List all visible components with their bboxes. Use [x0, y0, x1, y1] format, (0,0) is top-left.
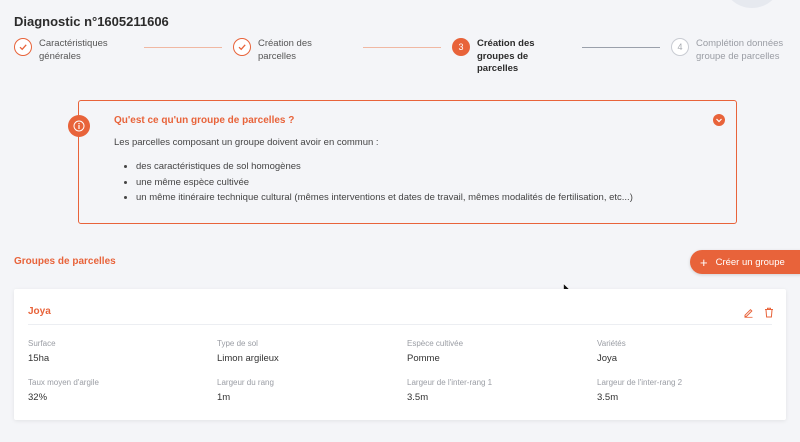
section-title: Groupes de parcelles: [14, 256, 116, 267]
step-connector-3: [582, 47, 660, 48]
step-label: Création des parcelles: [258, 38, 312, 62]
page-title: Diagnostic n°1605211606: [14, 14, 169, 29]
info-icon: [68, 115, 90, 137]
info-panel: [78, 100, 737, 224]
plus-icon: +: [700, 254, 708, 270]
step-label: Caractéristiques générales: [39, 38, 108, 62]
step-number: 4: [671, 38, 689, 56]
field-espece: Espèce cultivée Pomme: [407, 339, 464, 364]
decorative-shape: [722, 0, 782, 8]
field-inter-rang-1: Largeur de l'inter-rang 1 3.5m: [407, 378, 493, 403]
check-icon: [14, 38, 32, 56]
step-label: Complétion données groupe de parcelles: [696, 38, 784, 62]
step-connector-2: [363, 47, 441, 48]
field-inter-rang-2: Largeur de l'inter-rang 2 3.5m: [597, 378, 683, 403]
field-type-sol: Type de sol Limon argileux: [217, 339, 279, 364]
step-completion-donnees[interactable]: [671, 38, 783, 63]
field-varietes: Variétés Joya: [597, 339, 626, 364]
group-card: [14, 289, 786, 420]
step-creation-parcelles[interactable]: [233, 38, 312, 63]
list-item: • une même espèce cultivée: [136, 175, 633, 191]
step-creation-groupes[interactable]: [452, 38, 535, 76]
pencil-icon[interactable]: [743, 305, 754, 323]
stepper: [0, 36, 800, 80]
create-group-label: Créer un groupe: [715, 256, 785, 268]
list-item: • des caractéristiques de sol homogènes: [136, 159, 633, 175]
info-title: Qu'est ce qu'un groupe de parcelles ?: [114, 115, 295, 126]
group-name: Joya: [28, 306, 51, 317]
field-largeur-rang: Largeur du rang 1m: [217, 378, 274, 403]
field-surface: Surface 15ha: [28, 339, 56, 364]
check-icon: [233, 38, 251, 56]
chevron-down-icon[interactable]: [713, 114, 725, 126]
step-label: Création des groupes de parcelles: [477, 38, 535, 74]
card-actions: [743, 305, 774, 323]
create-group-button[interactable]: [690, 250, 800, 274]
step-number: 3: [452, 38, 470, 56]
list-item: • un même itinéraire technique cultural (mêmes interventions et dates de travail, mêmes modalités de fertilisation, etc...): [136, 190, 633, 206]
step-connector-1: [144, 47, 222, 48]
field-taux-argile: Taux moyen d'argile 32%: [28, 378, 99, 403]
card-divider: [28, 324, 772, 325]
trash-icon[interactable]: [764, 305, 774, 323]
info-list: [124, 159, 633, 206]
step-caracteristiques[interactable]: [14, 38, 108, 63]
info-intro: Les parcelles composant un groupe doivent avoir en commun :: [114, 137, 379, 148]
